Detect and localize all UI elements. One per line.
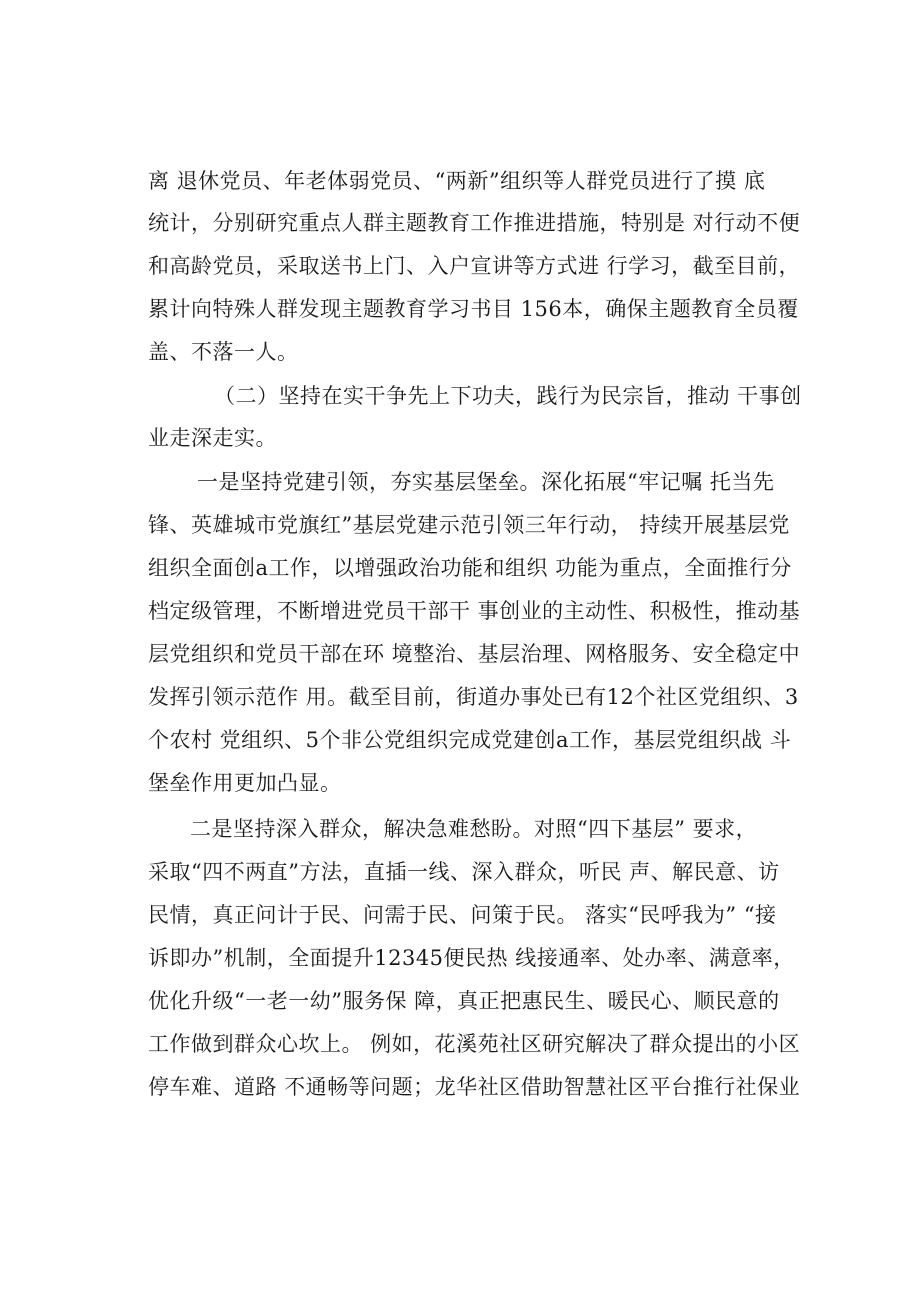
text-line: 档定级管理，不断增进党员干部干 事创业的主动性、积极性，推动基 [148, 599, 801, 623]
text-line: 发挥引领示范作 用。截至目前，街道办事处已有12个社区党组织、3 [148, 685, 799, 709]
text-line: 离 退休党员、年老体弱党员、“两新”组织等人群党员进行了摸 底 [148, 169, 766, 193]
section-heading: （二）坚持在实干争先上下功夫，践行为民宗旨，推动 干事创 [214, 384, 802, 408]
text-line: 盖、不落一人。 [148, 340, 299, 364]
text-line: 层党组织和党员干部在环 境整治、基层治理、网格服务、安全稳定中 [148, 642, 801, 666]
text-line: 工作做到群众心坎上。 例如，花溪苑社区研究解决了群众提出的小区 [148, 1032, 801, 1056]
paragraph-start: 一是坚持党建引领，夯实基层堡垒。深化拓展“牢记嘱 托当先 [197, 470, 775, 494]
section-heading-continued: 业走深走实。 [148, 426, 277, 450]
text-line: 停车难、道路 不通畅等问题；龙华社区借助智慧社区平台推行社保业 [148, 1075, 801, 1099]
text-line: 堡垒作用更加凸显。 [148, 771, 342, 795]
text-line: 统计，分别研究重点人群主题教育工作推进措施，特别是 对行动不便 [148, 211, 801, 235]
text-line: 诉即办”机制，全面提升12345便民热 线接通率、处办率、满意率， [148, 946, 795, 970]
text-line: 锋、英雄城市党旗红”基层党建示范引领三年行动， 持续开展基层党 [148, 513, 790, 537]
text-line: 和高龄党员，采取送书上门、入户宣讲等方式进 行学习，截至目前， [148, 254, 801, 278]
text-line: 民情，真正问计于民、问需于民、问策于民。 落实“民呼我为” “接 [148, 903, 777, 927]
text-line: 个农村 党组织、5个非公党组织完成党建创a工作，基层党组织战 斗 [148, 728, 792, 752]
text-line: 采取“四不两直”方法，直插一线、深入群众，听民 声、解民意、访 [148, 860, 780, 884]
text-line: 优化升级“一老一幼”服务保 障，真正把惠民生、暖民心、顺民意的 [148, 989, 780, 1013]
paragraph-start: 二是坚持深入群众，解决急难愁盼。对照“四下基层” 要求， [190, 817, 758, 841]
text-line: 累计向特殊人群发现主题教育学习书目 156本，确保主题教育全员覆 [148, 297, 799, 321]
text-line: 组织全面创a工作，以增强政治功能和组织 功能为重点，全面推行分 [148, 556, 792, 580]
